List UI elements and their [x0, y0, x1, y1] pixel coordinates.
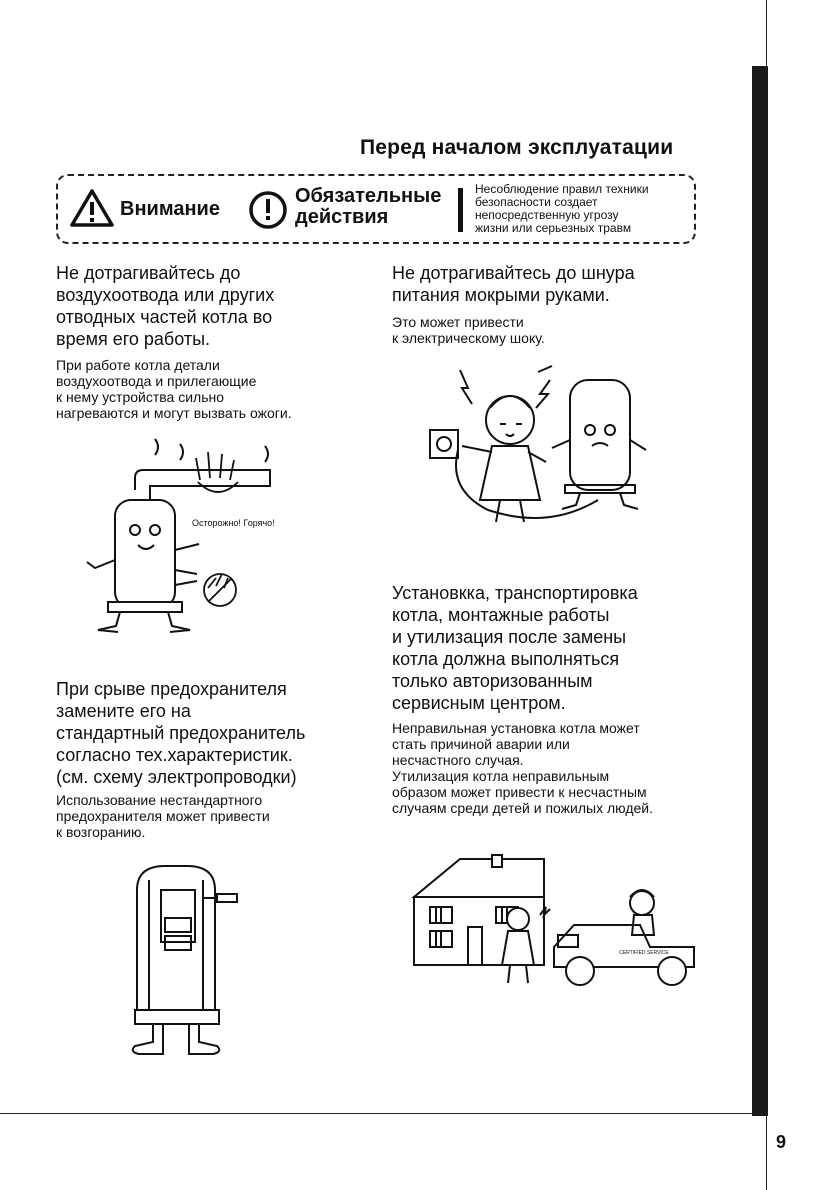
heading-line: воздухоотвода или других	[56, 285, 275, 305]
electric-shock-illustration	[420, 360, 650, 535]
mandatory-circle-icon	[248, 190, 288, 230]
legend-separator	[458, 188, 463, 232]
body-line: случаям среди детей и пожилых людей.	[392, 800, 653, 816]
body-line: стать причиной аварии или	[392, 736, 570, 752]
body-line: к нему устройства сильно	[56, 389, 225, 405]
legend-note-line: безопасности создает	[475, 195, 598, 209]
fuse-body	[56, 792, 270, 840]
body-line: к возгоранию.	[56, 824, 146, 840]
heading-line: и утилизация после замены	[392, 627, 627, 647]
legend-note	[475, 183, 690, 235]
heading-line: только авторизованным	[392, 671, 593, 691]
legend-note-line: непосредственную угрозу	[475, 208, 619, 222]
service-body	[392, 720, 653, 816]
heading-line: сервисным центром.	[392, 693, 566, 713]
hot-caption: Осторожно! Горячо!	[192, 518, 275, 528]
house-truck-illustration	[410, 855, 700, 1005]
heading-line: согласно тех.характеристик.	[56, 745, 293, 765]
body-line: несчастного случая.	[392, 752, 524, 768]
heading-line: стандартный предохранитель	[56, 723, 306, 743]
body-line: воздухоотвода и прилегающие	[56, 373, 257, 389]
heading-line: отводных частей котла во	[56, 307, 273, 327]
body-line: образом может привести к несчастным	[392, 784, 647, 800]
body-line: При работе котла детали	[56, 357, 220, 373]
heading-line: Установкка, транспортировка	[392, 583, 638, 603]
body-line: Утилизация котла неправильным	[392, 768, 610, 784]
section-title: Перед началом эксплуатации	[360, 136, 674, 159]
warning-label: Внимание	[120, 198, 220, 220]
heading-line: питания мокрыми руками.	[392, 285, 610, 305]
heading-line: котла должна выполняться	[392, 649, 620, 669]
fuse-heading	[56, 678, 305, 788]
body-line: Это может привести	[392, 314, 524, 330]
body-line: предохранителя может привести	[56, 808, 270, 824]
body-line: к электрическому шоку.	[392, 330, 545, 346]
body-line: нагреваются и могут вызвать ожоги.	[56, 405, 292, 421]
boiler-fuse-illustration	[125, 860, 255, 1060]
wet-hands-heading	[392, 262, 635, 306]
page-tab-bar	[752, 66, 768, 1116]
heading-line: При срыве предохранителя	[56, 679, 287, 699]
mandatory-label-line2: действия	[295, 206, 389, 228]
heading-line: (см. схему электропроводки)	[56, 767, 297, 787]
heading-line: Не дотрагивайтесь до шнура	[392, 263, 635, 283]
heading-line: котла, монтажные работы	[392, 605, 610, 625]
heading-line: Не дотрагивайтесь до	[56, 263, 241, 283]
mandatory-label	[295, 186, 441, 228]
heading-line: замените его на	[56, 701, 191, 721]
hot-parts-body	[56, 357, 292, 421]
legend-note-line: жизни или серьезных травм	[475, 221, 632, 235]
body-line: Использование нестандартного	[56, 792, 263, 808]
footer-line	[0, 1113, 768, 1114]
service-heading	[392, 582, 638, 714]
legend-box	[56, 174, 696, 244]
warning-triangle-icon	[70, 188, 114, 228]
page-number: 9	[776, 1132, 787, 1152]
heading-line: время его работы.	[56, 329, 211, 349]
hot-boiler-illustration	[80, 440, 290, 640]
truck-label: CERTIFIED SERVICE	[619, 950, 669, 956]
wet-hands-body	[392, 314, 545, 346]
legend-note-line: Несоблюдение правил техники	[475, 182, 649, 196]
mandatory-label-line1: Обязательные	[295, 185, 442, 207]
hot-parts-heading	[56, 262, 274, 350]
body-line: Неправильная установка котла может	[392, 720, 640, 736]
